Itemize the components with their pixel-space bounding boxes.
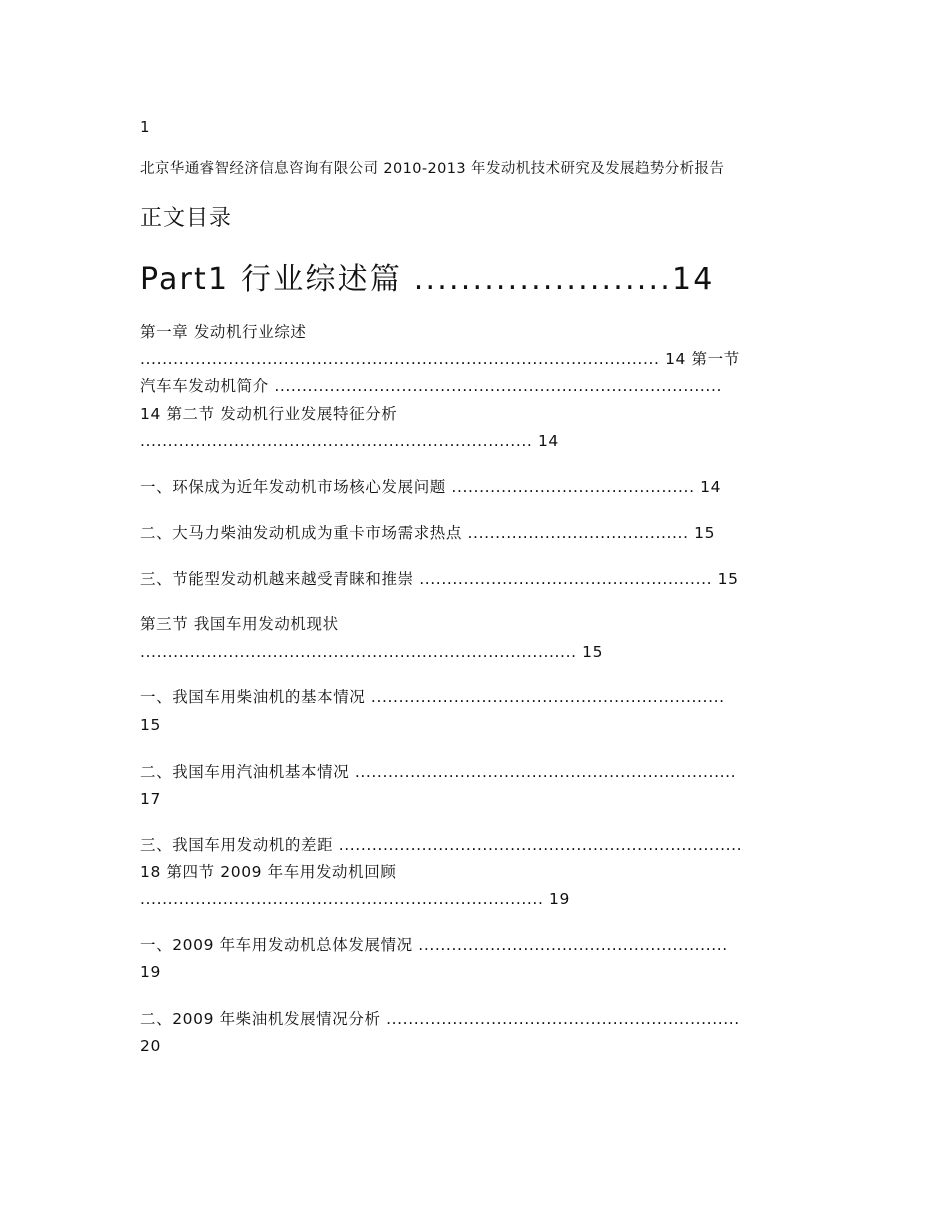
toc-line: ....................................................................... 14	[140, 432, 559, 450]
page-number: 1	[140, 118, 151, 136]
toc-line: 19	[140, 963, 161, 981]
toc-line: .............................................................................................. 14 第一节	[140, 350, 740, 368]
toc-line: 一、2009 年车用发动机总体发展情况 ........................................................	[140, 936, 728, 954]
toc-line: 18 第四节 2009 年车用发动机回顾	[140, 863, 397, 881]
toc-line: 20	[140, 1037, 161, 1055]
part-title: Part1 行业综述篇 ......................14	[140, 262, 715, 297]
toc-line: ......................................................................... 19	[140, 890, 570, 908]
document-header: 北京华通睿智经济信息咨询有限公司 2010-2013 年发动机技术研究及发展趋势分析报告	[140, 161, 725, 177]
toc-line: 汽车车发动机简介 .................................................................................	[140, 377, 723, 395]
toc-line: 三、节能型发动机越来越受青睐和推崇 ..................................................... 15	[140, 570, 739, 588]
toc-line: 三、我国车用发动机的差距 .........................................................................	[140, 836, 743, 854]
toc-line: 第一章 发动机行业综述	[140, 323, 307, 341]
toc-line: 15	[140, 716, 161, 734]
toc-line: 二、2009 年柴油机发展情况分析 ................................................................	[140, 1010, 740, 1028]
toc-line: 17	[140, 790, 161, 808]
toc-line: 一、环保成为近年发动机市场核心发展问题 ............................................ 14	[140, 478, 722, 496]
toc-title: 正文目录	[140, 206, 233, 231]
toc-line: 14 第二节 发动机行业发展特征分析	[140, 405, 398, 423]
toc-line: 一、我国车用柴油机的基本情况 ................................................................	[140, 688, 725, 706]
toc-line: 第三节 我国车用发动机现状	[140, 615, 339, 633]
toc-line: 二、大马力柴油发动机成为重卡市场需求热点 ........................................ 15	[140, 524, 716, 542]
toc-line: 二、我国车用汽油机基本情况 .....................................................................	[140, 763, 737, 781]
toc-line: ............................................................................... 15	[140, 643, 604, 661]
